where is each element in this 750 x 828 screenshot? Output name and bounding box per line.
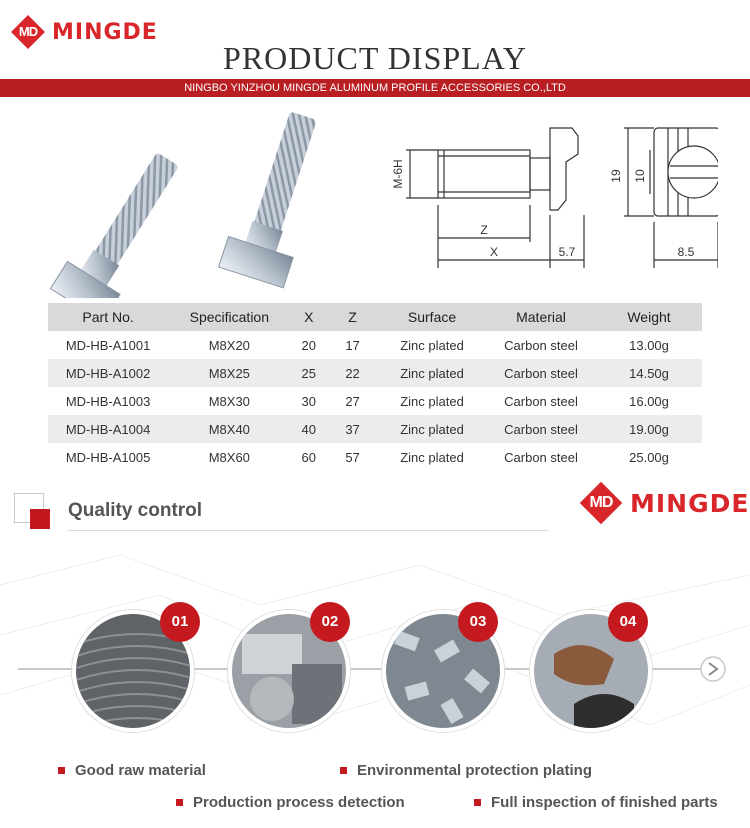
- step-number: 01: [160, 602, 200, 642]
- table-cell: MD-HB-A1003: [65, 393, 151, 409]
- bullet-icon: [176, 799, 183, 806]
- table-row: [48, 415, 702, 443]
- table-header-row: [48, 303, 702, 331]
- dim-height: 19: [609, 169, 623, 183]
- section-mark-fill: [30, 509, 50, 529]
- table-cell: 25.00g: [629, 449, 669, 465]
- technical-drawing: [388, 110, 718, 280]
- table-row: [48, 443, 702, 471]
- col-header: Part No.: [48, 303, 168, 331]
- table-cell: 25: [290, 359, 327, 387]
- table-cell: Carbon steel: [504, 393, 578, 409]
- bullet-icon: [58, 767, 65, 774]
- bullet-icon: [474, 799, 481, 806]
- table-cell: 40: [290, 415, 327, 443]
- step-number: 03: [458, 602, 498, 642]
- table-cell: 20: [301, 337, 316, 353]
- table-cell: 37: [327, 415, 378, 443]
- bullet-item: [58, 762, 206, 779]
- dim-thread: M-6H: [391, 159, 405, 189]
- col-header: Z: [327, 303, 378, 331]
- dim-x: X: [489, 245, 499, 259]
- table-cell: 17: [345, 337, 360, 353]
- logo-mark: MD: [10, 14, 46, 50]
- table-row: [48, 359, 702, 387]
- page-title: PRODUCT DISPLAY: [223, 40, 527, 76]
- table-cell: Zinc plated: [400, 393, 464, 409]
- table-cell: 22: [327, 359, 378, 387]
- table-cell: 14.50g: [596, 359, 702, 387]
- brand-name: MINGDE: [52, 19, 158, 45]
- divider: [68, 530, 548, 531]
- arrow-right-icon: [700, 656, 726, 682]
- company-banner: NINGBO YINZHOU MINGDE ALUMINUM PROFILE ACCESSORIES CO.,LTD: [0, 79, 750, 97]
- table-cell: MD-HB-A1004: [48, 415, 168, 443]
- spec-table: [48, 303, 702, 471]
- bullet-text: Production process detection: [193, 794, 405, 811]
- table-cell: MD-HB-A1001: [65, 337, 151, 353]
- table-cell: M8X40: [168, 415, 290, 443]
- table-row: [48, 331, 702, 359]
- table-cell: M8X30: [208, 393, 250, 409]
- table-cell: 16.00g: [629, 393, 669, 409]
- bullet-text: Environmental protection plating: [357, 762, 593, 779]
- table-cell: MD-HB-A1002: [48, 359, 168, 387]
- table-cell: 13.00g: [629, 337, 669, 353]
- table-cell: Zinc plated: [378, 359, 486, 387]
- col-header: X: [290, 303, 327, 331]
- table-cell: 30: [301, 393, 316, 409]
- col-header: Surface: [378, 303, 486, 331]
- bullet-item: [176, 794, 405, 811]
- bullet-item: [340, 762, 592, 779]
- table-cell: MD-HB-A1005: [65, 449, 151, 465]
- table-cell: Zinc plated: [378, 415, 486, 443]
- table-cell: Carbon steel: [486, 359, 596, 387]
- bullet-text: Full inspection of finished parts: [491, 794, 718, 811]
- dim-width: 8.5: [677, 245, 695, 259]
- bullet-item: [474, 794, 718, 811]
- dim-slot: 10: [633, 169, 647, 183]
- table-cell: M8X60: [208, 449, 250, 465]
- quality-title: Quality control: [68, 500, 203, 521]
- dim-head: 5.7: [558, 245, 576, 259]
- table-cell: 19.00g: [596, 415, 702, 443]
- hammer-bolt-photo: [40, 108, 360, 298]
- dim-z: Z: [480, 223, 488, 237]
- table-cell: 27: [345, 393, 360, 409]
- table-cell: M8X20: [208, 337, 250, 353]
- logo-mark: MD: [578, 480, 624, 526]
- brand-logo-secondary: [578, 480, 749, 526]
- table-cell: M8X25: [168, 359, 290, 387]
- brand-name: MINGDE: [630, 488, 750, 518]
- col-header: Material: [486, 303, 596, 331]
- bullet-icon: [340, 767, 347, 774]
- table-row: [48, 387, 702, 415]
- col-header: Weight: [596, 303, 702, 331]
- step-number: 02: [310, 602, 350, 642]
- step-number: 04: [608, 602, 648, 642]
- table-cell: Carbon steel: [504, 337, 578, 353]
- table-cell: Carbon steel: [486, 415, 596, 443]
- table-cell: 60: [301, 449, 316, 465]
- table-cell: Zinc plated: [400, 449, 464, 465]
- table-cell: 57: [345, 449, 360, 465]
- col-header: Specification: [168, 303, 290, 331]
- table-cell: Zinc plated: [400, 337, 464, 353]
- bullet-text: Good raw material: [75, 762, 206, 779]
- table-cell: Carbon steel: [504, 449, 578, 465]
